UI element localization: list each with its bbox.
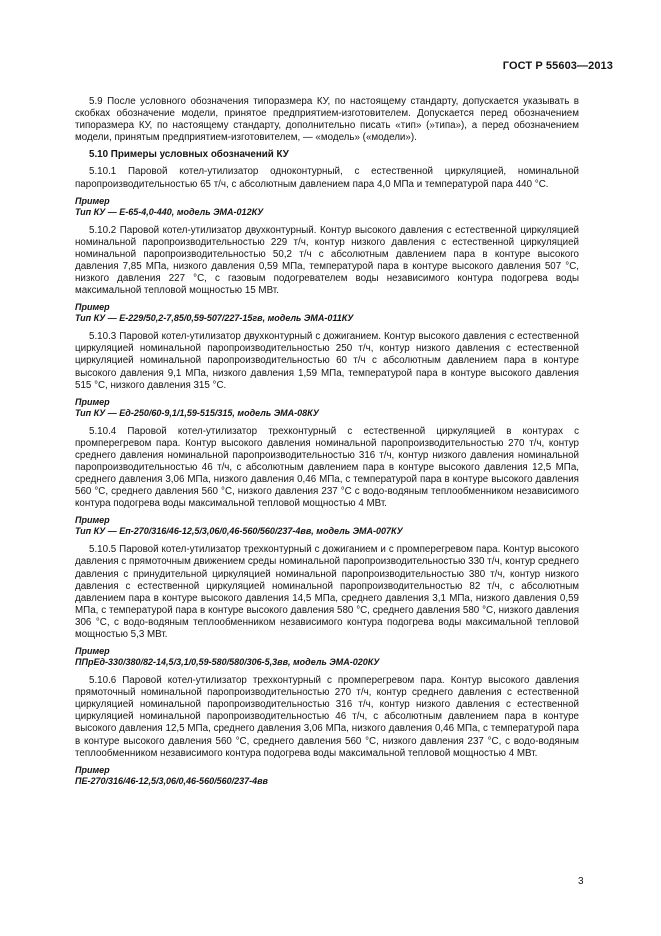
example-label: Пример — [75, 195, 110, 206]
example-label: Пример — [75, 764, 110, 775]
paragraph-5-10-3: 5.10.3 Паровой котел-утилизатор двухконтурный с дожиганием. Контур высокого давления с естественной циркуляцией номинальной паропроизводительностью 250 т/ч, контур низкого давления с естественной циркуляцией номинальной паропроизводительностью 60 т/ч с абсолютным давлением пара в контуре высокого давления 9,1 МПа, низкого давления 1,59 МПа, температурой пара в контуре высокого давления 515 °С, низкого давления 315 °С. — [75, 331, 579, 391]
paragraph-5-10-1: 5.10.1 Паровой котел-утилизатор одноконтурный, с естественной циркуляцией, номинальной паропроизводительностью 65 т/ч, с абсолютным давлением пара 4,0 МПа и температурой пара 440 °С. — [75, 166, 579, 190]
paragraph-5-10-5: 5.10.5 Паровой котел-утилизатор трехконтурный с дожиганием и с промперегревом пара. Контур высокого давления с прямоточным движением среды номинальной паропроизводительностью 330 т/ч, контур среднего давления с принудительной циркуляцией номинальной паропроизводительностью 380 т/ч, контур низкого давления с естественной циркуляцией номинальной паропроизводительностью 82 т/ч, с абсолютным давлением пара в контуре высокого давления 14,5 МПа, среднего давления 3,1 МПа, низкого давления 0,59 МПа, с температурой пара в контуре высокого давления 580 °С, среднего давления 580 °С, низкого давления 306 °С, с водо-водяным теплообменником независимого контура подогрева воды максимальной тепловой мощностью 5,3 МВт. — [75, 544, 579, 640]
example-label: Пример — [75, 396, 110, 407]
paragraph-5-10-6: 5.10.6 Паровой котел-утилизатор трехконтурный с промперегревом пара. Контур высокого давления прямоточный номинальной паропроизводительностью 270 т/ч, контур среднего давления с естественной циркуляцией номинальной паропроизводительностью 316 т/ч, контур низкого давления с естественной циркуляцией номинальной паропроизводительностью 46 т/ч, с абсолютным давлением пара в контуре высокого давления 12,5 МПа, среднего давления 3,06 МПа, низкого давления 0,46 МПа, с температурой пара в контуре высокого давления 560 °С, среднего давления 560 °С, низкого давления 237 °С, с водо-водяным теплообменником независимого контура подогрева воды максимальной тепловой мощностью 4 МВт. — [75, 675, 579, 759]
paragraph-5-9: 5.9 После условного обозначения типоразмера КУ, по настоящему стандарту, допускается указывать в скобках обозначение модели, принятое предприятием-изготовителем. Допускается перед обозначением типоразмера КУ, по настоящему стандарту, дополнительно писать «тип» (»типа»), а перед обозначением модели, принятым предприятием-изготовителем, — «модель» («модели»). — [75, 96, 579, 144]
paragraph-5-10-4: 5.10.4 Паровой котел-утилизатор трехконтурный с естественной циркуляцией в контурах с промперегревом пара. Контур высокого давления номинальной паропроизводительностью 270 т/ч, контур среднего давления номинальной паропроизводительностью 316 т/ч, контур низкого давления номинальной паропроизводительностью 46 т/ч, с абсолютным давлением пара в контуре высокого давления 12,5 МПа, среднего давления 3,06 МПа, низкого давления 0,46 МПа, с температурой пара в контуре высокого давления 560 °С, среднего давления 560 °С, низкого давления 237 °С с водо-водяным теплообменником независимого контура подогрева воды максимальной тепловой мощностью 4 МВт. — [75, 425, 579, 510]
document-header: ГОСТ Р 55603—2013 — [502, 60, 613, 72]
section-heading-5-10: 5.10 Примеры условных обозначений КУ — [89, 149, 289, 161]
example-code: Тип КУ — Ед-250/60-9,1/1,59-515/315, модель ЭМА-08КУ — [75, 407, 319, 418]
example-code: Тип КУ — Еп-270/316/46-12,5/3,06/0,46-560/560/237-4вв, модель ЭМА-007КУ — [75, 526, 403, 537]
example-code: ПЕ-270/316/46-12,5/3,06/0,46-560/560/237-4вв — [75, 775, 268, 786]
paragraph-5-10-2: 5.10.2 Паровой котел-утилизатор двухконтурный. Контур высокого давления с естественной циркуляцией номинальной паропроизводительностью 229 т/ч, контур низкого давления с естественной циркуляцией номинальной паропроизводительностью 50,2 т/ч с абсолютным давлением пара в контуре высокого давления 7,85 МПа, низкого давления 0,59 МПа, температурой пара в контуре высокого давления 507 °С, низкого давления 227 °С, с газовым подогревателем воды независимого контура подогрева воды максимальной тепловой мощностью 15 МВт. — [75, 224, 579, 297]
example-label: Пример — [75, 646, 110, 657]
example-code: ППрЕд-330/380/82-14,5/3,1/0,59-580/580/306-5,3вв, модель ЭМА-020КУ — [75, 657, 380, 668]
example-code: Тип КУ — Е-229/50,2-7,85/0,59-507/227-15гв, модель ЭМА-011КУ — [75, 313, 354, 324]
page-number: 3 — [578, 876, 584, 887]
example-label: Пример — [75, 302, 110, 313]
example-label: Пример — [75, 515, 110, 526]
example-code: Тип КУ — Е-65-4,0-440, модель ЭМА-012КУ — [75, 206, 264, 217]
page-content — [75, 96, 579, 794]
